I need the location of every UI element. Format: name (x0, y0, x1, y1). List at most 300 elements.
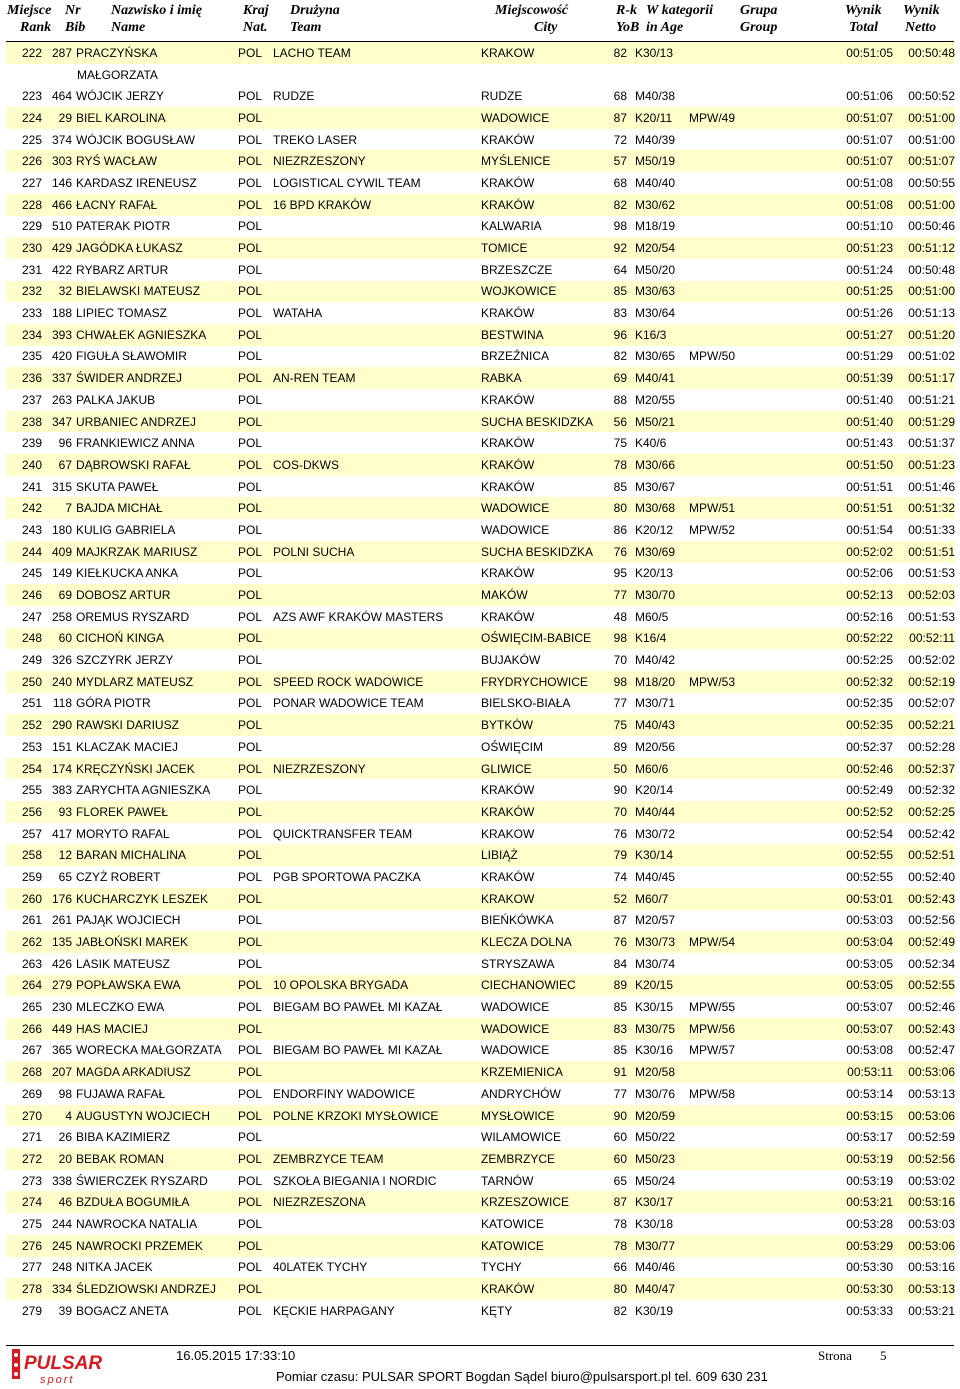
cell-bib: 69 (42, 584, 72, 606)
cell-total: 00:53:05 (807, 975, 893, 997)
cell-spacer2 (627, 779, 635, 801)
cell-cat: K20/11 (635, 107, 689, 129)
cell-total: 00:52:22 (807, 628, 893, 650)
cell-spacer2 (627, 367, 635, 389)
table-row (6, 671, 955, 693)
cell-bib: 240 (42, 671, 72, 693)
cell-netto: 00:52:47 (908, 1043, 955, 1058)
cell-nat: POL (238, 349, 263, 364)
cell-city: WILAMOWICE (481, 1130, 561, 1145)
cell-name: PALKA JAKUB (76, 392, 156, 407)
cell-cat: K30/13 (635, 42, 689, 64)
cell-total: 00:51:26 (846, 306, 893, 321)
cell-rank: 232 (6, 281, 42, 303)
cell-netto: 00:51:21 (908, 392, 955, 407)
cell-bib: 188 (51, 306, 72, 321)
cell-rank: 272 (6, 1148, 42, 1170)
cell-spacer2 (627, 497, 635, 519)
cell-total: 00:51:07 (807, 107, 893, 129)
cell-nat: POL (238, 175, 263, 190)
cell-rank: 279 (21, 1303, 42, 1318)
cell-spacer2 (627, 281, 635, 303)
cell-yob: 60 (613, 1130, 627, 1145)
cell-group (689, 844, 807, 866)
cell-rank: 239 (21, 436, 42, 451)
cell-spacer2 (627, 844, 635, 866)
cell-city: RABKA (481, 367, 609, 389)
cell-netto: 00:53:02 (908, 1173, 955, 1188)
cell-netto: 00:50:48 (893, 42, 955, 64)
table-row (6, 584, 955, 606)
cell-bib: 26 (58, 1130, 72, 1145)
logo-text: PULSAR (24, 1353, 103, 1374)
cell-bib: 96 (58, 436, 72, 451)
cell-name: BOGACZ ANETA (76, 1303, 169, 1318)
cell-name: JABŁOŃSKI MAREK (76, 931, 238, 953)
cell-name: MAJKRZAK MARIUSZ (76, 541, 238, 563)
logo-subtext: sport (40, 1374, 75, 1385)
cell-yob: 75 (613, 436, 627, 451)
cell-city: BYTKÓW (481, 714, 609, 736)
cell-team (273, 107, 481, 129)
cell-yob: 76 (613, 826, 627, 841)
cell-city: KATOWICE (481, 1216, 544, 1231)
cell-netto: 00:51:00 (893, 194, 955, 216)
cell-netto: 00:52:34 (908, 956, 955, 971)
cell-city: KRAKÓW (481, 783, 535, 798)
cell-spacer2 (627, 519, 635, 541)
cell-rank: 233 (21, 306, 42, 321)
cell-name: BEBAK ROMAN (76, 1148, 238, 1170)
cell-yob: 95 (613, 566, 627, 581)
cell-city: KRAKÓW (481, 306, 535, 321)
cell-spacer2 (627, 432, 635, 454)
cell-city: WADOWICE (481, 1043, 550, 1058)
cell-name: BZDUŁA BOGUMIŁA (76, 1191, 238, 1213)
cell-name: FLOREK PAWEŁ (76, 801, 238, 823)
table-row (6, 931, 955, 953)
cell-rank: 235 (21, 349, 42, 364)
cell-group (689, 389, 807, 411)
table-row (6, 563, 955, 585)
cell-bib: 365 (51, 1043, 72, 1058)
cell-total: 00:52:54 (846, 826, 893, 841)
cell-group (689, 237, 807, 259)
cell-cat: M30/74 (635, 956, 676, 971)
cell-yob: 78 (609, 1235, 627, 1257)
cell-name: NAWROCKI PRZEMEK (76, 1235, 238, 1257)
cell-nat: POL (238, 194, 273, 216)
cell-spacer2 (627, 172, 635, 194)
table-row (6, 1148, 955, 1170)
cell-rank: 243 (21, 522, 42, 537)
cell-city: KRAKÓW (481, 479, 535, 494)
cell-spacer2 (627, 628, 635, 650)
cell-rank: 270 (6, 1105, 42, 1127)
cell-yob: 68 (613, 175, 627, 190)
cell-group (689, 606, 807, 628)
cell-total: 00:51:40 (846, 392, 893, 407)
cell-group (689, 194, 807, 216)
cell-spacer2 (627, 216, 635, 238)
table-row (6, 476, 955, 498)
cell-nat: POL (238, 1148, 273, 1170)
cell-total: 00:51:27 (807, 324, 893, 346)
cell-cat: M18/20 (635, 671, 689, 693)
cell-cat: M30/70 (635, 584, 689, 606)
cell-city: BUJAKÓW (481, 653, 541, 668)
cell-city: BIEŃKÓWKA (481, 913, 554, 928)
cell-group: MPW/49 (689, 107, 807, 129)
cell-total: 00:53:30 (846, 1260, 893, 1275)
cell-city: KRAKÓW (481, 194, 609, 216)
cell-name: MORYTO RAFAL (76, 826, 170, 841)
cell-total: 00:53:11 (807, 1061, 893, 1083)
cell-group: MPW/58 (689, 1086, 736, 1101)
cell-netto: 00:53:06 (893, 1105, 955, 1127)
cell-name: PATERAK PIOTR (76, 219, 171, 234)
cell-yob: 82 (609, 42, 627, 64)
footer-page-label: Strona (818, 1348, 852, 1363)
cell-total: 00:51:50 (807, 454, 893, 476)
cell-name: DĄBROWSKI RAFAŁ (76, 454, 238, 476)
cell-team: 40LATEK TYCHY (273, 1260, 368, 1275)
cell-team: SPEED ROCK WADOWICE (273, 671, 481, 693)
cell-city: ANDRYCHÓW (481, 1086, 561, 1101)
cell-nat: POL (238, 566, 263, 581)
cell-group (689, 693, 807, 715)
cell-rank: 222 (6, 42, 42, 64)
cell-name: MLECZKO EWA (76, 1000, 165, 1015)
table-row (6, 411, 955, 433)
table-row (6, 844, 955, 866)
cell-bib: 464 (51, 89, 72, 104)
cell-total: 00:52:35 (846, 696, 893, 711)
cell-name: KULIG GABRIELA (76, 522, 176, 537)
cell-team: AZS AWF KRAKÓW MASTERS (273, 609, 444, 624)
cell-city: OŚWIĘCIM (481, 739, 543, 754)
cell-total: 00:52:49 (846, 783, 893, 798)
cell-name: WÓJCIK BOGUSŁAW (76, 132, 195, 147)
table-row (6, 1213, 955, 1235)
cell-group (689, 259, 807, 281)
table-row (6, 1061, 955, 1083)
cell-city: KRAKÓW (481, 436, 535, 451)
cell-yob: 82 (613, 1303, 627, 1318)
cell-nat: POL (238, 522, 263, 537)
cell-group (689, 454, 807, 476)
cell-spacer2 (627, 541, 635, 563)
cell-group (689, 432, 807, 454)
cell-team: NIEZRZESZONY (273, 758, 481, 780)
cell-city: KRAKÓW (481, 454, 609, 476)
cell-nat: POL (238, 844, 273, 866)
cell-name: LASIK MATEUSZ (76, 956, 170, 971)
results-body (6, 42, 955, 1322)
cell-netto: 00:51:53 (908, 566, 955, 581)
cell-netto: 00:53:16 (908, 1260, 955, 1275)
cell-nat: POL (238, 1130, 263, 1145)
table-row (6, 42, 955, 64)
cell-cat: K30/16 (635, 1043, 674, 1058)
cell-city: BRZESZCZE (481, 262, 553, 277)
cell-name: MAGDA ARKADIUSZ (76, 1061, 238, 1083)
cell-nat: POL (238, 1216, 263, 1231)
cell-total: 00:52:35 (807, 714, 893, 736)
table-row (6, 1040, 955, 1062)
cell-bib: 98 (58, 1086, 72, 1101)
cell-cat: M40/45 (635, 869, 676, 884)
cell-team (273, 64, 481, 86)
cell-team: NIEZRZESZONY (273, 150, 481, 172)
cell-yob: 86 (613, 522, 627, 537)
header-bib-pl: Nr (65, 3, 81, 18)
cell-total: 00:51:07 (846, 132, 893, 147)
cell-name: BIEL KAROLINA (76, 107, 238, 129)
cell-group (689, 758, 807, 780)
cell-team (273, 931, 481, 953)
cell-nat: POL (238, 671, 273, 693)
cell-yob: 82 (613, 349, 627, 364)
cell-rank: 247 (21, 609, 42, 624)
cell-nat: POL (238, 739, 263, 754)
cell-netto: 00:51:12 (893, 237, 955, 259)
cell-netto: 00:52:42 (908, 826, 955, 841)
cell-nat: POL (238, 479, 263, 494)
cell-netto: 00:50:48 (908, 262, 955, 277)
cell-spacer2 (627, 1105, 635, 1127)
cell-spacer2 (627, 671, 635, 693)
cell-yob: 78 (609, 454, 627, 476)
footer-timing-credit: Pomiar czasu: PULSAR SPORT Bogdan Sądel biuro@pulsarsport.pl tel. 609 630 231 (276, 1369, 768, 1384)
cell-name: FRANKIEWICZ ANNA (76, 436, 195, 451)
cell-nat: POL (238, 1235, 273, 1257)
cell-group (689, 779, 807, 801)
cell-spacer2 (627, 888, 635, 910)
cell-group (689, 85, 807, 107)
cell-nat: POL (238, 1043, 263, 1058)
cell-group: MPW/55 (689, 1000, 736, 1015)
cell-group (689, 324, 807, 346)
cell-spacer2 (627, 1083, 635, 1105)
cell-spacer2 (627, 1040, 635, 1062)
cell-team (273, 1235, 481, 1257)
cell-cat: M40/44 (635, 801, 689, 823)
cell-name: ŚWIERCZEK RYSZARD (76, 1173, 208, 1188)
cell-yob: 96 (609, 324, 627, 346)
table-row (6, 1126, 955, 1148)
cell-yob: 80 (609, 1278, 627, 1300)
cell-team: COS-DKWS (273, 454, 481, 476)
table-row (6, 996, 955, 1018)
cell-total: 00:52:02 (807, 541, 893, 563)
cell-team (273, 801, 481, 823)
cell-team: POLNE KRZOKI MYSŁOWICE (273, 1105, 481, 1127)
cell-cat: K30/18 (635, 1216, 674, 1231)
cell-rank: 267 (21, 1043, 42, 1058)
table-row (6, 107, 955, 129)
cell-netto: 00:50:55 (908, 175, 955, 190)
cell-total: 00:53:19 (807, 1148, 893, 1170)
header-name-pl: Nazwisko i imię (111, 3, 203, 18)
cell-spacer2 (627, 1235, 635, 1257)
cell-rank: 230 (6, 237, 42, 259)
table-row (6, 1170, 955, 1192)
cell-yob: 64 (613, 262, 627, 277)
cell-team (273, 844, 481, 866)
cell-city: KRAKÓW (481, 609, 535, 624)
cell-group (689, 1170, 807, 1192)
cell-rank: 277 (21, 1260, 42, 1275)
cell-city: MYSŁOWICE (481, 1105, 609, 1127)
cell-yob: 60 (609, 1148, 627, 1170)
cell-group (689, 866, 807, 888)
cell-netto: 00:51:17 (893, 367, 955, 389)
cell-bib (42, 64, 72, 86)
cell-group (689, 150, 807, 172)
header-group-pl: Grupa (740, 3, 778, 18)
cell-nat: POL (238, 783, 263, 798)
cell-name: BIELAWSKI MATEUSZ (76, 281, 238, 303)
cell-team: RUDZE (273, 89, 315, 104)
cell-team: AN-REN TEAM (273, 367, 481, 389)
cell-bib: 244 (51, 1216, 72, 1231)
cell-team: TREKO LASER (273, 132, 358, 147)
cell-team (273, 411, 481, 433)
cell-cat: M18/19 (635, 219, 676, 234)
cell-group (689, 172, 807, 194)
cell-team: WATAHA (273, 306, 323, 321)
cell-team: POLNI SUCHA (273, 541, 481, 563)
cell-spacer2 (627, 1170, 635, 1192)
cell-yob: 90 (613, 783, 627, 798)
table-row (6, 389, 955, 411)
table-row (6, 866, 955, 888)
cell-netto: 00:51:02 (908, 349, 955, 364)
cell-spacer2 (627, 1018, 635, 1040)
cell-rank: 249 (21, 653, 42, 668)
cell-rank (6, 64, 42, 86)
cell-nat: POL (238, 956, 263, 971)
cell-nat: POL (238, 869, 263, 884)
cell-name: KRĘCZYŃSKI JACEK (76, 758, 238, 780)
cell-cat: M20/56 (635, 739, 676, 754)
cell-total: 00:53:15 (807, 1105, 893, 1127)
cell-rank: 245 (21, 566, 42, 581)
cell-total: 00:52:46 (807, 758, 893, 780)
cell-group (689, 541, 807, 563)
cell-city: KRAKÓW (481, 132, 535, 147)
cell-team: LOGISTICAL CYWIL TEAM (273, 175, 421, 190)
cell-total: 00:53:07 (807, 1018, 893, 1040)
header-yob-en: YoB (616, 20, 640, 35)
cell-rank: 264 (6, 975, 42, 997)
cell-name: MAŁGORZATA (77, 67, 158, 82)
cell-group (689, 64, 807, 86)
cell-yob: 70 (609, 801, 627, 823)
cell-yob: 76 (609, 541, 627, 563)
table-row (6, 216, 955, 238)
cell-bib: 207 (42, 1061, 72, 1083)
cell-team (273, 389, 481, 411)
cell-name: URBANIEC ANDRZEJ (76, 411, 238, 433)
cell-nat: POL (238, 42, 273, 64)
cell-name: ŁACNY RAFAŁ (76, 194, 238, 216)
cell-rank: 258 (6, 844, 42, 866)
cell-team (273, 1213, 481, 1235)
cell-netto: 00:52:03 (893, 584, 955, 606)
cell-spacer2 (627, 302, 635, 324)
footer-page-number: 5 (880, 1348, 887, 1363)
cell-netto: 00:51:00 (908, 132, 955, 147)
cell-rank: 248 (6, 628, 42, 650)
cell-name: SZCZYRK JERZY (76, 653, 174, 668)
table-row (6, 606, 955, 628)
cell-cat: M40/47 (635, 1278, 689, 1300)
cell-cat: M60/6 (635, 758, 689, 780)
cell-group (689, 476, 807, 498)
cell-netto: 00:51:00 (893, 107, 955, 129)
cell-name: BARAN MICHALINA (76, 844, 238, 866)
cell-yob: 77 (609, 584, 627, 606)
cell-cat: M40/40 (635, 175, 676, 190)
cell-group (689, 563, 807, 585)
cell-rank: 257 (21, 826, 42, 841)
cell-cat: M30/64 (635, 306, 676, 321)
cell-cat: M30/67 (635, 479, 676, 494)
table-row (6, 324, 955, 346)
cell-group: MPW/51 (689, 497, 807, 519)
cell-total: 00:52:55 (846, 869, 893, 884)
cell-nat: POL (238, 89, 263, 104)
table-row (6, 1235, 955, 1257)
cell-city: BIELSKO-BIAŁA (481, 696, 571, 711)
cell-cat: M30/72 (635, 826, 676, 841)
cell-city: KATOWICE (481, 1235, 609, 1257)
cell-group (689, 129, 807, 151)
cell-city: TYCHY (481, 1260, 522, 1275)
cell-group (689, 649, 807, 671)
cell-city: MAKÓW (481, 584, 609, 606)
cell-rank: 275 (21, 1216, 42, 1231)
cell-team (273, 584, 481, 606)
cell-rank: 231 (21, 262, 42, 277)
cell-group: MPW/50 (689, 349, 736, 364)
cell-total: 00:53:19 (846, 1173, 893, 1188)
cell-bib: 151 (51, 739, 72, 754)
cell-nat (238, 64, 273, 86)
cell-rank: 254 (6, 758, 42, 780)
cell-city: WADOWICE (481, 522, 550, 537)
table-row (6, 237, 955, 259)
cell-rank: 262 (6, 931, 42, 953)
cell-yob: 85 (613, 1043, 627, 1058)
cell-yob: 87 (609, 107, 627, 129)
cell-nat: POL (238, 392, 263, 407)
cell-netto: 00:52:21 (893, 714, 955, 736)
cell-team (273, 1018, 481, 1040)
cell-nat: POL (238, 1173, 263, 1188)
cell-team: BIEGAM BO PAWEŁ MI KAZAŁ (273, 1000, 443, 1015)
cell-city: KRZESZOWICE (481, 1191, 609, 1213)
cell-bib: 60 (42, 628, 72, 650)
cell-spacer2 (627, 1191, 635, 1213)
table-row (6, 454, 955, 476)
page-footer (0, 1343, 960, 1389)
cell-name: OREMUS RYSZARD (76, 609, 190, 624)
cell-cat: M30/75 (635, 1018, 689, 1040)
cell-rank: 228 (6, 194, 42, 216)
